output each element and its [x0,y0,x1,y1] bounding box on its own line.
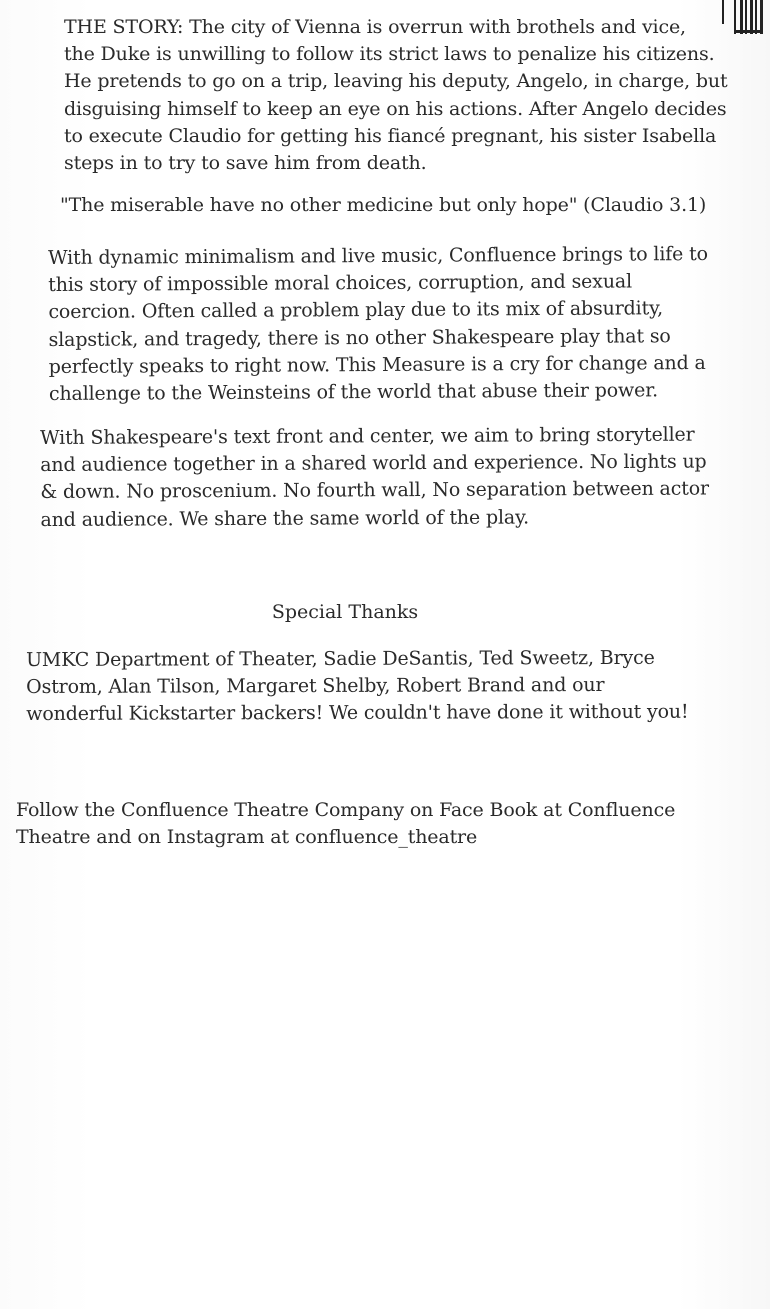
quote-text: "The miserable have no other medicine but only hope" (Claudio 3.1) [60,194,707,216]
story-line: He pretends to go on a trip, leaving his deputy, Angelo, in charge, but [64,70,728,93]
thanks-line: wonderful Kickstarter backers! We couldn't have done it without you! [26,701,689,726]
follow-line: Follow the Confluence Theatre Company on Face Book at Confluence [16,799,676,821]
dynamic-line: coercion. Often called a problem play due to its mix of absurdity, [48,297,664,324]
shakespeare-line: and audience together in a shared world and experience. No lights up [40,450,707,477]
special-thanks-heading: Special Thanks [271,601,419,623]
follow-line: Theatre and on Instagram at confluence_theatre [16,826,478,849]
shakespeare-line: With Shakespeare's text front and center, we aim to bring storyteller [40,423,695,449]
dynamic-line: slapstick, and tragedy, there is no other Shakespeare play that so [48,324,671,351]
shakespeare-line: & down. No proscenium. No fourth wall, No separation between actor [40,477,709,504]
story-line: disguising himself to keep an eye on his actions. After Angelo decides [64,97,727,120]
dynamic-line: challenge to the Weinsteins of the world that abuse their power. [48,379,659,406]
story-line: steps in to try to save him from death. [64,152,427,175]
dynamic-line: With dynamic minimalism and live music, Confluence brings to life to [48,242,708,269]
thanks-line: Ostrom, Alan Tilson, Margaret Shelby, Robert Brand and our [26,674,605,699]
special-thanks-paragraph [26,645,689,729]
story-paragraph [64,14,728,177]
story-line: to execute Claudio for getting his fiancé pregnant, his sister Isabella [64,124,717,147]
shakespeare-line: and audience. We share the same world of the play. [40,506,530,531]
dynamic-line: perfectly speaks to right now. This Measure is a cry for change and a [48,351,706,378]
follow-paragraph [16,797,675,851]
thanks-line: UMKC Department of Theater, Sadie DeSantis, Ted Sweetz, Bryce [26,646,655,671]
story-line: the Duke is unwilling to follow its strict laws to penalize his citizens. [64,43,715,66]
claudio-quote [60,192,706,219]
dynamic-line: this story of impossible moral choices, corruption, and sexual [48,270,633,297]
dynamic-minimalism-paragraph [48,241,709,408]
story-line: THE STORY: The city of Vienna is overrun with brothels and vice, [64,16,686,38]
shakespeare-text-paragraph [40,421,709,533]
